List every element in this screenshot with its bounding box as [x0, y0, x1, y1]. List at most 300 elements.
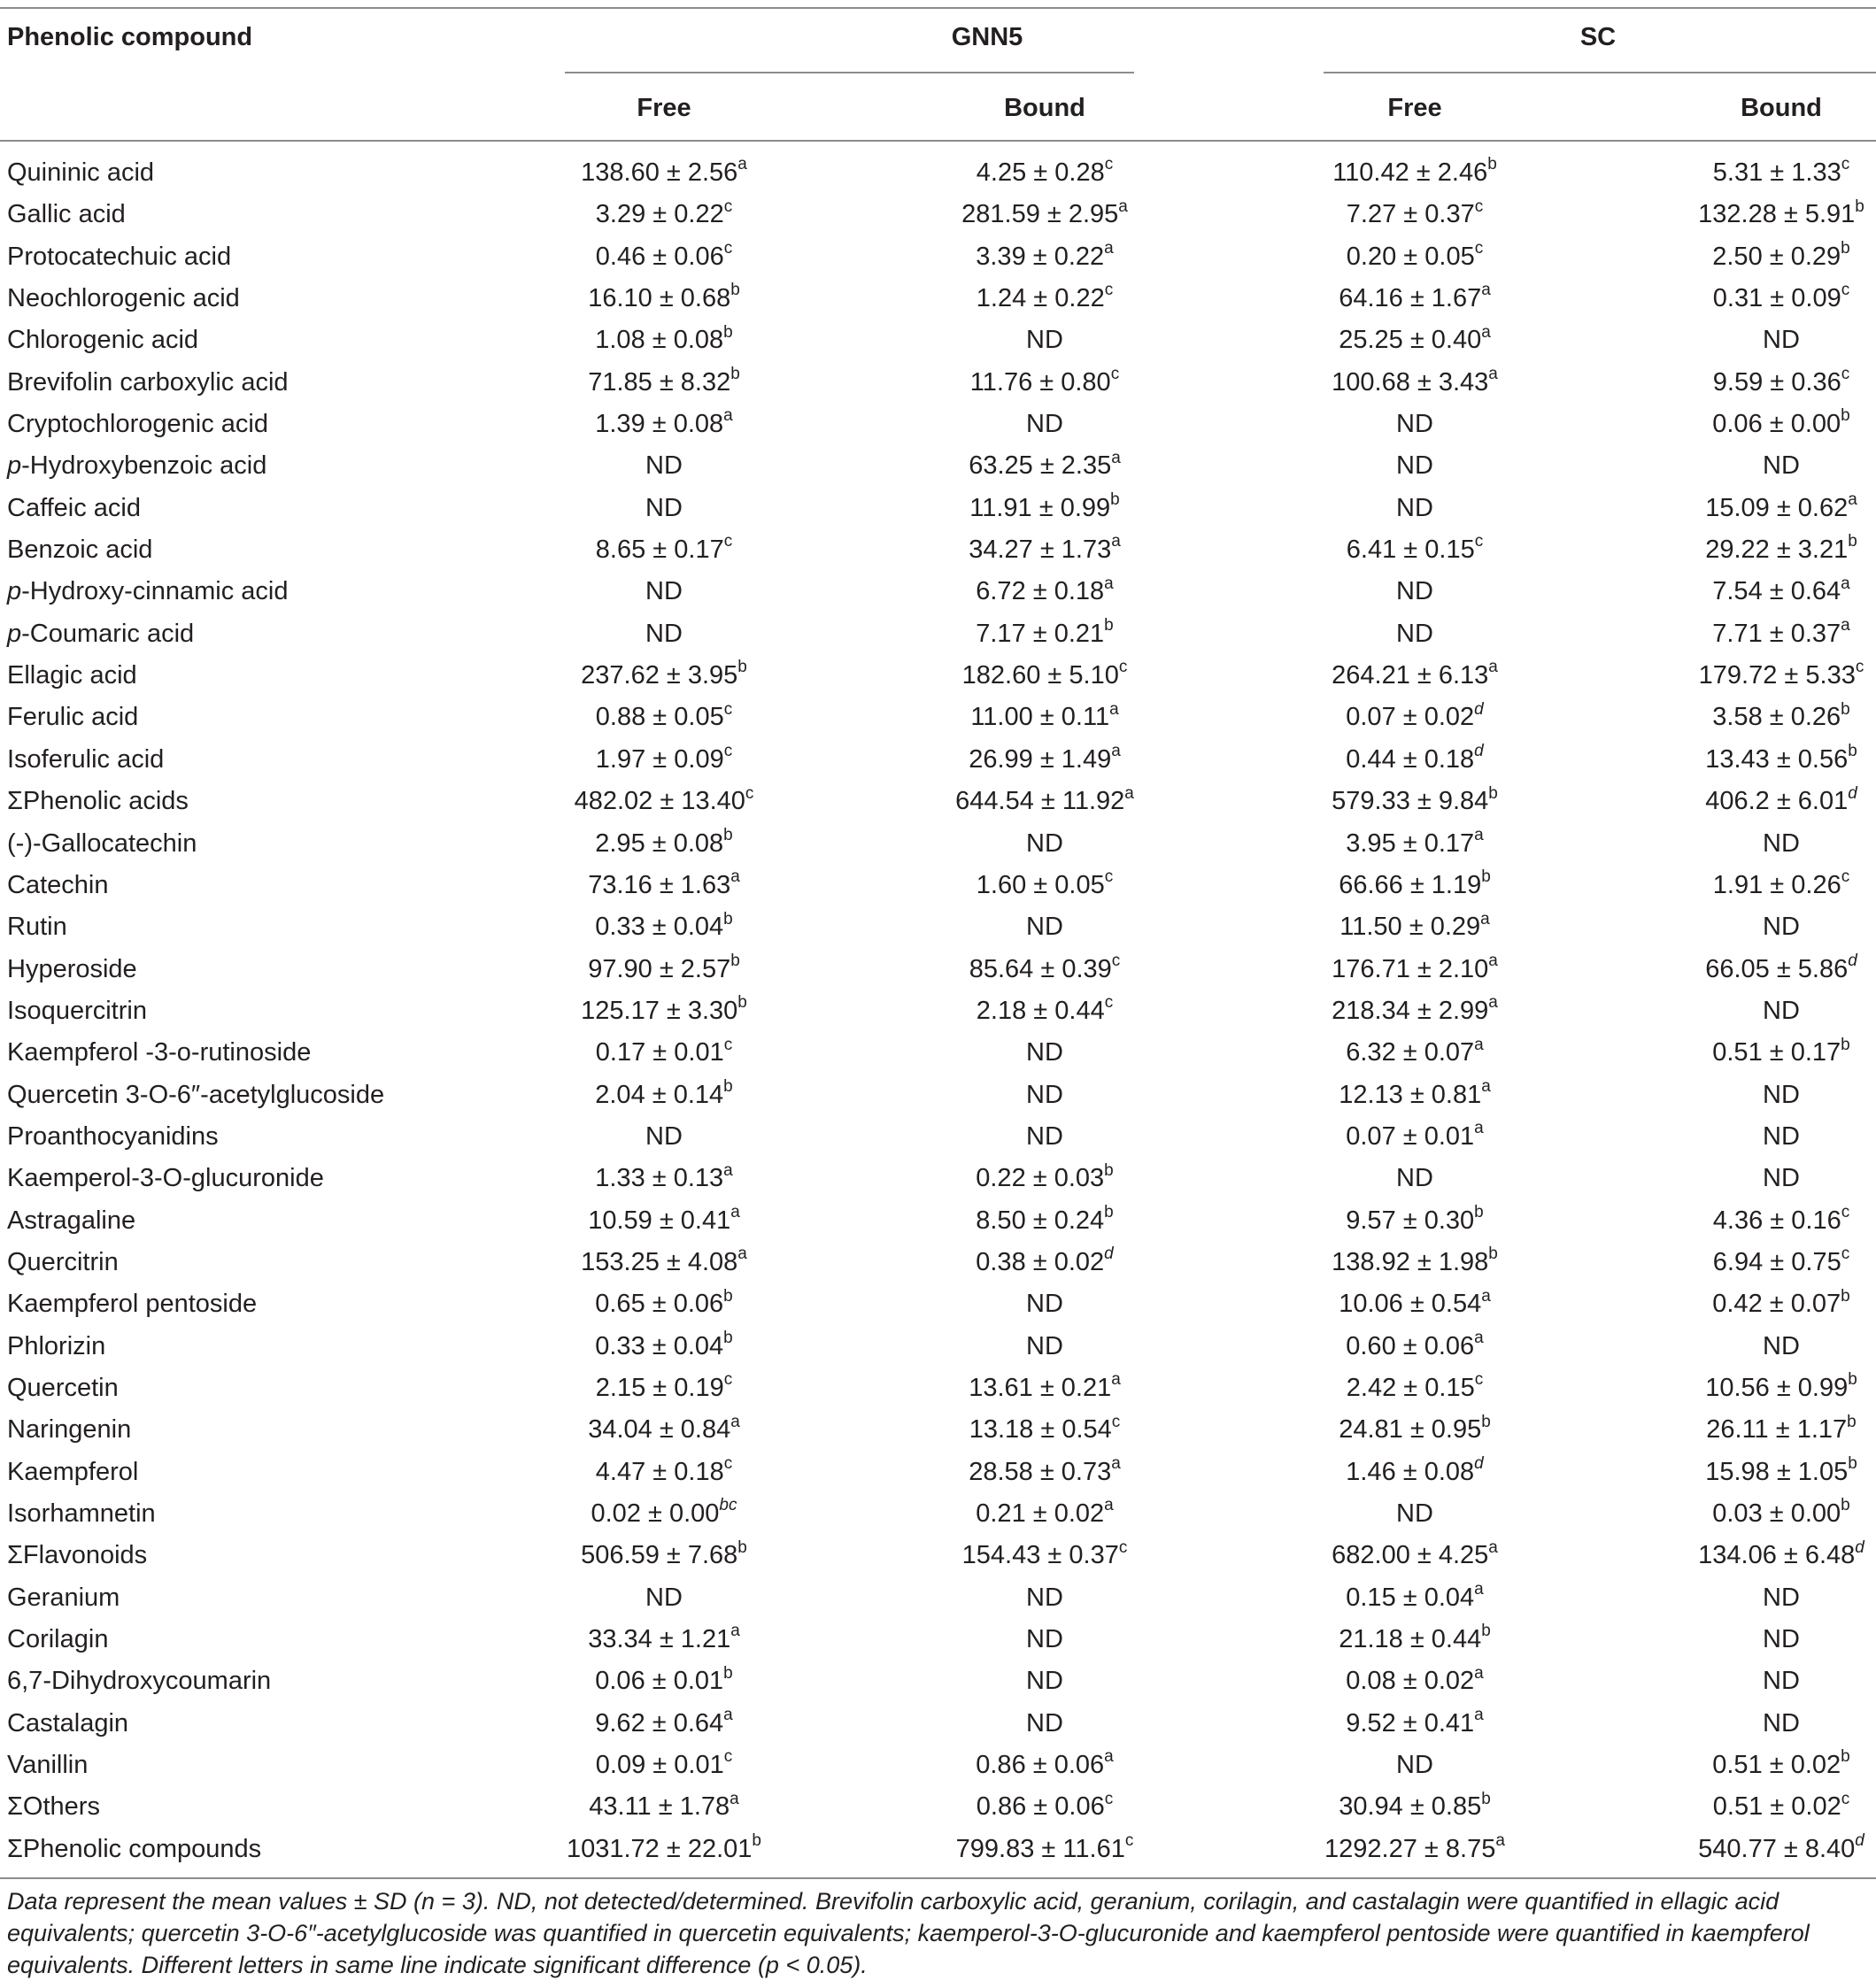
value-text: 644.54 ± 11.92	[955, 787, 1125, 816]
significance-letter: b	[723, 909, 733, 929]
value-text: 10.56 ± 0.99	[1705, 1373, 1849, 1402]
value-gnn5-free	[531, 320, 797, 361]
value-gnn5-bound	[912, 362, 1177, 404]
significance-letter: a	[730, 1789, 739, 1808]
value-text: 1031.72 ± 22.01	[566, 1834, 753, 1863]
significance-letter: b	[1848, 532, 1857, 551]
significance-letter: b	[1841, 1496, 1850, 1515]
table-row	[0, 949, 1876, 990]
significance-letter: d	[1848, 951, 1857, 970]
value-sc-free	[1282, 1116, 1548, 1158]
value-text: 3.95 ± 0.17	[1346, 828, 1475, 858]
value-sc-free	[1282, 823, 1548, 865]
value-text: 176.71 ± 2.10	[1332, 954, 1489, 983]
value-sc-free	[1282, 1535, 1548, 1576]
value-text: ND	[1763, 1121, 1800, 1151]
compound-name: Kaemperol-3-O-glucuronide	[7, 1164, 324, 1193]
significance-letter: a	[1474, 1580, 1484, 1599]
significance-letter: a	[1474, 1706, 1484, 1725]
compound-name: Quininic acid	[7, 158, 155, 187]
table-row	[0, 404, 1876, 445]
significance-letter: b	[723, 825, 733, 844]
value-text: ND	[645, 1121, 683, 1151]
value-sc-bound	[1648, 152, 1876, 194]
significance-letter: a	[1111, 448, 1121, 467]
significance-letter: b	[737, 658, 747, 677]
value-gnn5-bound	[912, 697, 1177, 738]
value-sc-free	[1282, 1661, 1548, 1702]
significance-letter: b	[1488, 783, 1498, 803]
significance-letter: a	[723, 1160, 733, 1180]
header-compound: Phenolic compound	[7, 23, 253, 51]
table-row	[0, 278, 1876, 320]
value-text: 0.86 ± 0.06	[976, 1751, 1105, 1780]
value-sc-bound	[1648, 865, 1876, 906]
value-gnn5-free	[531, 613, 797, 655]
value-sc-bound	[1648, 739, 1876, 781]
significance-letter: b	[723, 1328, 733, 1347]
significance-letter: b	[1104, 1160, 1114, 1180]
value-text: ND	[1763, 1583, 1800, 1612]
significance-letter: a	[730, 1202, 740, 1221]
value-text: 4.36 ± 0.16	[1712, 1206, 1841, 1235]
value-sc-free	[1282, 488, 1548, 529]
compound-name: ΣPhenolic acids	[7, 787, 189, 816]
significance-letter: a	[1109, 699, 1119, 719]
table-row	[0, 1493, 1876, 1535]
significance-letter: c	[723, 239, 733, 258]
significance-letter: b	[730, 951, 740, 970]
value-text: ND	[1026, 1038, 1063, 1067]
compound-name: Vanillin	[7, 1751, 89, 1780]
value-text: 0.60 ± 0.06	[1346, 1331, 1475, 1360]
value-text: 66.05 ± 5.86	[1705, 954, 1849, 983]
table-row	[0, 1786, 1876, 1828]
value-gnn5-bound	[912, 1283, 1177, 1325]
value-sc-free	[1282, 1075, 1548, 1116]
value-text: 482.02 ± 13.40	[574, 787, 745, 816]
value-sc-bound	[1648, 1158, 1876, 1199]
value-text: ND	[1026, 326, 1063, 355]
value-text: 1.08 ± 0.08	[595, 326, 724, 355]
significance-letter: c	[1118, 1537, 1128, 1557]
significance-letter: a	[1495, 1831, 1505, 1851]
significance-letter: a	[1481, 1076, 1491, 1096]
value-sc-bound	[1648, 1535, 1876, 1576]
table-row	[0, 1703, 1876, 1745]
value-sc-bound	[1648, 1577, 1876, 1619]
value-text: 0.02 ± 0.00	[591, 1499, 720, 1528]
value-sc-free	[1282, 1619, 1548, 1661]
value-text: ND	[1026, 1331, 1063, 1360]
significance-letter: c	[723, 1035, 733, 1054]
value-text: 9.59 ± 0.36	[1712, 367, 1841, 397]
value-gnn5-bound	[912, 278, 1177, 320]
table-row	[0, 781, 1876, 822]
value-text: 0.09 ± 0.01	[595, 1751, 724, 1780]
compound-name: 6,7-Dihydroxycoumarin	[7, 1667, 272, 1696]
value-sc-bound	[1648, 1032, 1876, 1074]
value-gnn5-free	[531, 529, 797, 571]
significance-letter: b	[1841, 1286, 1850, 1306]
table-row	[0, 655, 1876, 697]
value-sc-bound	[1648, 781, 1876, 822]
value-text: ND	[1763, 1708, 1800, 1738]
value-text: 179.72 ± 5.33	[1698, 661, 1856, 690]
value-gnn5-free	[531, 1619, 797, 1661]
significance-letter: c	[723, 742, 733, 761]
value-text: 13.61 ± 0.21	[969, 1373, 1112, 1402]
value-gnn5-free	[531, 1535, 797, 1576]
value-sc-bound	[1648, 1452, 1876, 1493]
table-row	[0, 1409, 1876, 1451]
value-sc-free	[1282, 739, 1548, 781]
significance-letter: a	[1474, 1663, 1484, 1683]
value-text: 406.2 ± 6.01	[1705, 787, 1849, 816]
compound-name: Ferulic acid	[7, 703, 139, 732]
value-text: 2.15 ± 0.19	[595, 1373, 724, 1402]
significance-letter: b	[723, 1286, 733, 1306]
value-text: 12.13 ± 0.81	[1339, 1080, 1482, 1109]
significance-letter: b	[1488, 1244, 1498, 1264]
significance-letter: c	[1124, 1831, 1134, 1851]
value-gnn5-bound	[912, 739, 1177, 781]
value-text: ND	[1396, 577, 1433, 606]
significance-letter: d	[1855, 1537, 1864, 1557]
value-sc-bound	[1648, 1619, 1876, 1661]
significance-letter: a	[1111, 742, 1121, 761]
value-text: 0.31 ± 0.09	[1712, 284, 1841, 313]
value-gnn5-free	[531, 1326, 797, 1368]
value-text: 0.07 ± 0.02	[1346, 703, 1475, 732]
value-gnn5-bound	[912, 1577, 1177, 1619]
value-text: ND	[1763, 996, 1800, 1025]
value-text: 0.88 ± 0.05	[595, 703, 724, 732]
value-gnn5-bound	[912, 1409, 1177, 1451]
significance-letter: d	[1104, 1244, 1114, 1264]
value-text: 26.99 ± 1.49	[969, 744, 1112, 774]
significance-letter: b	[730, 281, 740, 300]
significance-letter: b	[1841, 239, 1850, 258]
value-text: ND	[645, 619, 683, 648]
value-text: 154.43 ± 0.37	[961, 1541, 1119, 1570]
compound-name: Caffeic acid	[7, 493, 141, 522]
header-sc-free: Free	[1387, 94, 1442, 122]
value-sc-free	[1282, 571, 1548, 613]
compound-name: Isorhamnetin	[7, 1499, 156, 1528]
value-text: 16.10 ± 0.68	[588, 284, 731, 313]
significance-letter: a	[1480, 909, 1490, 929]
value-gnn5-bound	[912, 571, 1177, 613]
significance-letter: c	[1841, 155, 1850, 174]
table-row	[0, 1326, 1876, 1368]
significance-letter: d	[1474, 742, 1484, 761]
group-rule-sc	[1324, 72, 1876, 73]
significance-letter: c	[1111, 1412, 1121, 1431]
value-text: 33.34 ± 1.21	[588, 1625, 731, 1654]
significance-letter: c	[1104, 155, 1114, 174]
value-sc-bound	[1648, 1493, 1876, 1535]
value-gnn5-free	[531, 823, 797, 865]
compound-name: Corilagin	[7, 1625, 109, 1654]
significance-letter: a	[1481, 1286, 1491, 1306]
table-row	[0, 445, 1876, 487]
table-row	[0, 529, 1876, 571]
table-row	[0, 1200, 1876, 1242]
table-row	[0, 152, 1876, 194]
significance-letter: b	[1848, 742, 1857, 761]
value-text: 0.51 ± 0.17	[1712, 1038, 1841, 1067]
value-text: 4.47 ± 0.18	[595, 1457, 724, 1486]
value-sc-bound	[1648, 320, 1876, 361]
value-text: ND	[1026, 1121, 1063, 1151]
value-sc-free	[1282, 781, 1548, 822]
value-gnn5-free	[531, 781, 797, 822]
value-sc-bound	[1648, 1368, 1876, 1409]
significance-letter: b	[1110, 490, 1120, 510]
significance-letter: b	[723, 1663, 733, 1683]
value-text: 63.25 ± 2.35	[969, 451, 1112, 481]
compound-name: Geranium	[7, 1583, 120, 1612]
compound-name: Naringenin	[7, 1415, 132, 1445]
significance-letter: a	[1124, 783, 1134, 803]
value-gnn5-free	[531, 865, 797, 906]
value-text: 153.25 ± 4.08	[581, 1247, 738, 1276]
value-text: ND	[645, 451, 683, 481]
value-text: ND	[1763, 1164, 1800, 1193]
value-gnn5-free	[531, 1242, 797, 1283]
significance-letter: c	[1104, 1789, 1114, 1808]
table-row	[0, 1283, 1876, 1325]
value-text: 9.57 ± 0.30	[1346, 1206, 1475, 1235]
value-gnn5-free	[531, 1409, 797, 1451]
value-text: 66.66 ± 1.19	[1339, 870, 1482, 899]
significance-letter: a	[730, 867, 740, 887]
significance-letter: a	[1474, 825, 1484, 844]
value-sc-bound	[1648, 529, 1876, 571]
header-sc-bound: Bound	[1741, 94, 1822, 122]
significance-letter: c	[1841, 867, 1850, 887]
value-sc-free	[1282, 613, 1548, 655]
significance-letter: d	[1474, 1454, 1484, 1473]
value-text: 21.18 ± 0.44	[1339, 1625, 1482, 1654]
value-gnn5-free	[531, 906, 797, 948]
value-gnn5-free	[531, 1786, 797, 1828]
value-sc-free	[1282, 1829, 1548, 1870]
table-row	[0, 1158, 1876, 1199]
value-text: 7.27 ± 0.37	[1346, 200, 1475, 229]
compound-name: Protocatechuic acid	[7, 242, 232, 271]
value-sc-bound	[1648, 697, 1876, 738]
value-text: ND	[1396, 1751, 1433, 1780]
value-text: 13.18 ± 0.54	[969, 1415, 1112, 1445]
value-text: 15.09 ± 0.62	[1705, 493, 1849, 522]
significance-letter: a	[737, 155, 747, 174]
significance-letter: c	[1104, 281, 1114, 300]
significance-letter: c	[1474, 239, 1484, 258]
significance-letter: c	[723, 1454, 733, 1473]
value-text: 0.20 ± 0.05	[1346, 242, 1475, 271]
value-gnn5-free	[531, 1032, 797, 1074]
significance-letter: d	[1848, 783, 1857, 803]
value-text: 97.90 ± 2.57	[588, 954, 731, 983]
value-text: 15.98 ± 1.05	[1705, 1457, 1849, 1486]
significance-letter: c	[1855, 658, 1864, 677]
value-text: 9.52 ± 0.41	[1346, 1708, 1475, 1738]
value-gnn5-bound	[912, 488, 1177, 529]
value-gnn5-free	[531, 1661, 797, 1702]
value-sc-free	[1282, 1283, 1548, 1325]
value-text: ND	[1026, 1290, 1063, 1319]
value-sc-bound	[1648, 404, 1876, 445]
table-row	[0, 1368, 1876, 1409]
value-gnn5-free	[531, 655, 797, 697]
table-row	[0, 236, 1876, 278]
compound-name: Ellagic acid	[7, 661, 137, 690]
value-gnn5-bound	[912, 906, 1177, 948]
value-text: 182.60 ± 5.10	[961, 661, 1119, 690]
value-gnn5-bound	[912, 1703, 1177, 1745]
significance-letter: a	[1104, 574, 1114, 593]
value-sc-free	[1282, 404, 1548, 445]
significance-letter: b	[1855, 196, 1864, 216]
value-gnn5-bound	[912, 1075, 1177, 1116]
value-gnn5-bound	[912, 1829, 1177, 1870]
value-gnn5-free	[531, 194, 797, 235]
value-sc-bound	[1648, 655, 1876, 697]
value-text: ND	[1763, 326, 1800, 355]
header-gnn5-free: Free	[637, 94, 691, 122]
significance-letter: a	[730, 1622, 740, 1641]
significance-letter: b	[1481, 1789, 1491, 1808]
value-sc-free	[1282, 320, 1548, 361]
value-text: 3.39 ± 0.22	[976, 242, 1105, 271]
significance-letter: a	[1848, 490, 1857, 510]
value-sc-free	[1282, 655, 1548, 697]
significance-letter: b	[730, 365, 740, 384]
value-text: 1.39 ± 0.08	[595, 410, 724, 439]
value-text: 0.22 ± 0.03	[976, 1164, 1105, 1193]
significance-letter: c	[1104, 993, 1114, 1013]
value-gnn5-free	[531, 1368, 797, 1409]
value-text: 11.50 ± 0.29	[1339, 913, 1481, 942]
value-text: 8.65 ± 0.17	[595, 536, 724, 565]
value-gnn5-bound	[912, 1326, 1177, 1368]
significance-letter: b	[1841, 699, 1850, 719]
significance-letter: a	[1488, 951, 1498, 970]
table-body	[0, 152, 1876, 1870]
significance-letter: d	[1855, 1831, 1864, 1851]
table-row	[0, 906, 1876, 948]
value-text: 2.50 ± 0.29	[1712, 242, 1841, 271]
value-gnn5-free	[531, 152, 797, 194]
value-text: ND	[1396, 619, 1433, 648]
value-text: 0.46 ± 0.06	[595, 242, 724, 271]
value-sc-bound	[1648, 1200, 1876, 1242]
value-sc-free	[1282, 1786, 1548, 1828]
header-group-sc: SC	[1579, 23, 1617, 51]
value-gnn5-free	[531, 1452, 797, 1493]
value-gnn5-bound	[912, 529, 1177, 571]
value-text: 0.15 ± 0.04	[1346, 1583, 1475, 1612]
value-gnn5-free	[531, 1493, 797, 1535]
value-text: 0.33 ± 0.04	[595, 1331, 724, 1360]
value-sc-bound	[1648, 1116, 1876, 1158]
value-sc-free	[1282, 529, 1548, 571]
significance-letter: c	[1110, 365, 1120, 384]
significance-letter: a	[1488, 365, 1498, 384]
significance-letter: a	[1111, 1454, 1121, 1473]
compound-name: Isoferulic acid	[7, 744, 165, 774]
significance-letter: c	[723, 1747, 733, 1767]
value-text: 6.41 ± 0.15	[1346, 536, 1475, 565]
value-sc-bound	[1648, 278, 1876, 320]
value-text: 2.95 ± 0.08	[595, 828, 724, 858]
value-gnn5-bound	[912, 152, 1177, 194]
value-text: 682.00 ± 4.25	[1332, 1541, 1489, 1570]
compound-name: Kaempferol	[7, 1457, 139, 1486]
value-gnn5-free	[531, 739, 797, 781]
value-text: 1292.27 ± 8.75	[1324, 1834, 1496, 1863]
value-text: 11.91 ± 0.99	[969, 493, 1111, 522]
significance-letter: a	[1474, 1119, 1484, 1138]
value-text: ND	[645, 493, 683, 522]
value-sc-free	[1282, 236, 1548, 278]
value-text: ND	[1763, 1625, 1800, 1654]
significance-letter: b	[1487, 155, 1497, 174]
significance-letter: a	[1474, 1035, 1484, 1054]
value-text: ND	[1763, 828, 1800, 858]
value-text: 0.42 ± 0.07	[1712, 1290, 1841, 1319]
value-text: 7.17 ± 0.21	[976, 619, 1105, 648]
significance-letter: c	[1474, 532, 1484, 551]
table-row	[0, 613, 1876, 655]
value-text: 29.22 ± 3.21	[1705, 536, 1849, 565]
value-text: ND	[1396, 1164, 1433, 1193]
value-sc-free	[1282, 1158, 1548, 1199]
value-gnn5-free	[531, 1577, 797, 1619]
table-row	[0, 320, 1876, 361]
value-sc-free	[1282, 697, 1548, 738]
value-sc-bound	[1648, 445, 1876, 487]
value-sc-free	[1282, 865, 1548, 906]
table-row	[0, 571, 1876, 613]
significance-letter: b	[1481, 1412, 1491, 1431]
value-text: 100.68 ± 3.43	[1332, 367, 1489, 397]
value-text: 1.91 ± 0.26	[1712, 870, 1841, 899]
value-gnn5-bound	[912, 1116, 1177, 1158]
value-sc-free	[1282, 194, 1548, 235]
value-text: ND	[1396, 410, 1433, 439]
significance-letter: c	[1111, 951, 1121, 970]
value-sc-bound	[1648, 488, 1876, 529]
significance-letter: b	[1848, 1370, 1857, 1390]
header-gnn5-bound: Bound	[1004, 94, 1085, 122]
value-text: ND	[1026, 913, 1063, 942]
value-sc-bound	[1648, 1661, 1876, 1702]
value-gnn5-free	[531, 1829, 797, 1870]
significance-letter: d	[1474, 699, 1484, 719]
table-row	[0, 1577, 1876, 1619]
value-text: 34.04 ± 0.84	[588, 1415, 731, 1445]
significance-letter: a	[1481, 322, 1491, 342]
significance-letter: c	[745, 783, 754, 803]
value-text: 13.43 ± 0.56	[1705, 744, 1849, 774]
table-top-rule	[0, 7, 1876, 9]
compound-name: Rutin	[7, 913, 67, 942]
value-text: 0.86 ± 0.06	[976, 1792, 1105, 1822]
value-text: 506.59 ± 7.68	[581, 1541, 738, 1570]
